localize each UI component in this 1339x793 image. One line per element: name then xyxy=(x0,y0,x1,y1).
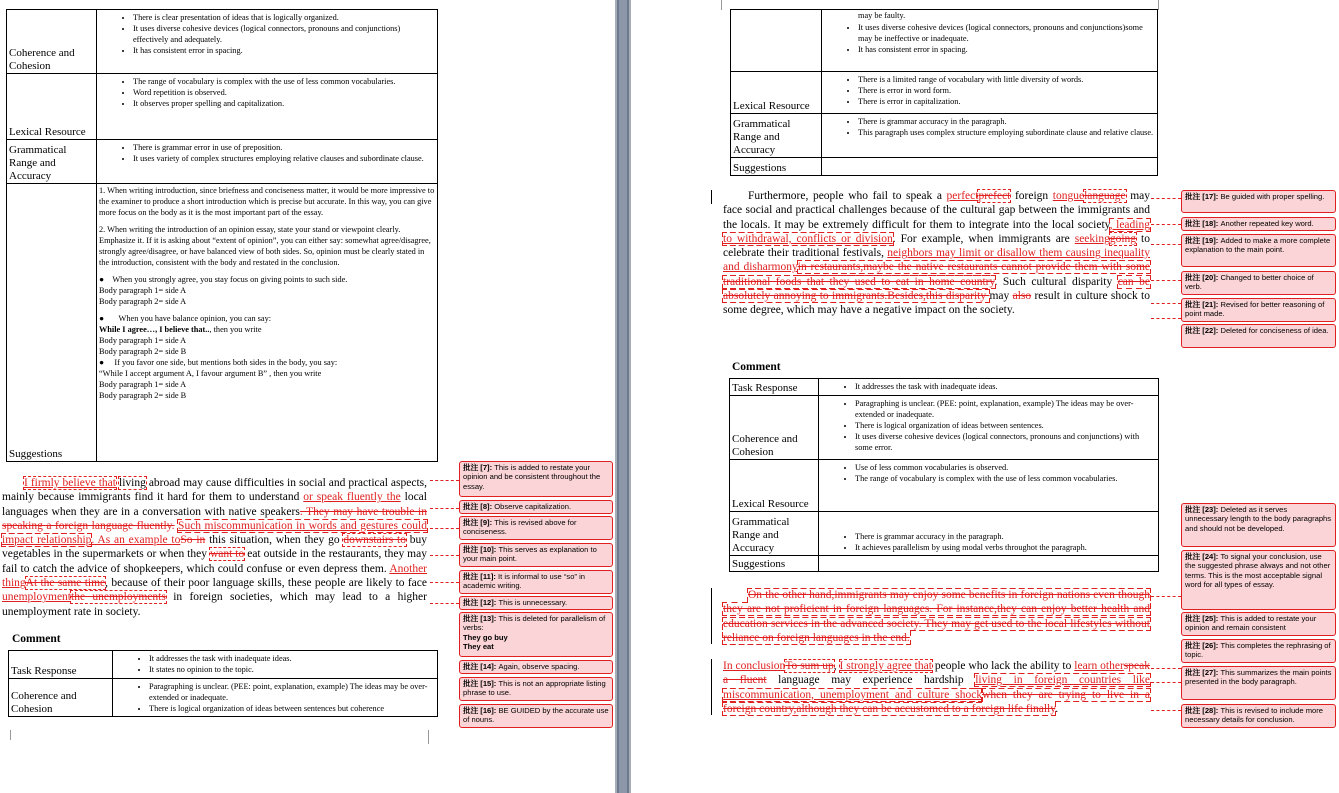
comment-text: Again, observe spacing. xyxy=(498,662,580,671)
comment-tag: 批注 [19]: xyxy=(1185,236,1219,245)
tracked-insert[interactable]: or speak fluently the xyxy=(303,491,401,504)
comment-tag: 批注 [9]: xyxy=(463,518,493,527)
rubric-item: • It achieves parallelism by using modal verbs throughot the paragraph. xyxy=(855,542,1156,553)
rubric-item: • The range of vocabulary is complex with the use of less common vocabularies. xyxy=(133,76,435,87)
rubric-item: • This paragraph uses complex structure employing subordinate clause and relative clause. xyxy=(858,127,1155,138)
comment-text: This is added to restate your opinion and remain consistent xyxy=(1185,614,1317,633)
comment-balloon[interactable] xyxy=(459,704,613,728)
essay-text: , xyxy=(833,660,840,672)
document-page-right xyxy=(631,0,1339,793)
comment-text: This serves as explanation to your main point. xyxy=(463,545,597,564)
comment-leader xyxy=(1151,710,1181,711)
comment-balloon[interactable] xyxy=(459,570,613,594)
page-margin-mark xyxy=(428,730,439,744)
comment-balloon[interactable] xyxy=(1181,639,1336,663)
comment-text: Changed to better choice of verb. xyxy=(1185,273,1314,292)
comment-leader xyxy=(1151,682,1181,683)
rubric-label: Coherence and Cohesion xyxy=(7,10,97,74)
tracked-delete[interactable]: also xyxy=(1012,290,1032,303)
rubric-item: • Use of less common vocabularies is observed. xyxy=(855,462,1156,473)
tracked-delete[interactable]: . They may have trouble in speaking a foreign language fluently. xyxy=(2,505,427,532)
comment-tag: 批注 [7]: xyxy=(463,463,493,472)
rubric-item: • Paragraphing is unclear. (PEE: point, explanation, example) The ideas may be over-extended or inadequate. xyxy=(149,681,435,703)
comment-tag: 批注 [17]: xyxy=(1185,192,1219,201)
essay-text: local languages when they are in a conversation with native speakers xyxy=(2,491,427,518)
comment-tag: 批注 [11]: xyxy=(463,572,496,581)
comment-heading: Comment xyxy=(732,361,781,373)
rubric-item: • It has consistent error in spacing. xyxy=(858,44,1155,55)
suggestion-line: Body paragraph 2= side B xyxy=(99,391,187,400)
rubric-label: Lexical Resource xyxy=(730,460,819,512)
comment-leader xyxy=(430,508,459,509)
comment-tag: 批注 [24]: xyxy=(1185,552,1219,561)
comment-balloon[interactable] xyxy=(1181,298,1336,322)
comment-balloon[interactable] xyxy=(459,660,613,674)
comment-text: They go buy xyxy=(463,632,508,642)
comment-text: Be guided with proper spelling. xyxy=(1220,192,1325,201)
comment-balloon[interactable] xyxy=(459,516,613,540)
essay-paragraph-body-2 xyxy=(723,189,1150,318)
rubric-label xyxy=(731,10,822,72)
rubric-label: Grammatical Range and Accuracy xyxy=(7,140,97,184)
comment-text: Another repeated key word. xyxy=(1220,219,1314,228)
rubric-item: • There is error in word form. xyxy=(858,85,1155,96)
rubric-content xyxy=(822,10,1158,72)
comment-tag: 批注 [8]: xyxy=(463,502,493,511)
comment-balloon[interactable] xyxy=(459,500,613,514)
rubric-label: Grammatical Range and Accuracy xyxy=(731,114,822,158)
essay-text: may face social and practical challenges because of the cultural gap between the immigrants and the locals. It may be extremely difficult for them to integrate into the local society xyxy=(723,190,1151,231)
page-margin-mark xyxy=(0,730,11,740)
comment-text: They eat xyxy=(463,641,494,651)
comment-leader xyxy=(1151,244,1181,245)
tracked-delete[interactable]: So in xyxy=(180,534,206,547)
comment-text: Observe capitalization. xyxy=(494,502,572,511)
essay-paragraph-body-1 xyxy=(2,476,427,619)
comment-tag: 批注 [28]: xyxy=(1185,706,1219,715)
comment-leader xyxy=(1151,318,1181,319)
rubric-item: • Paragraphing is unclear. (PEE: point, explanation, example) The ideas may be over-extended or inadequate. xyxy=(855,398,1156,420)
suggestion-paragraph: 2. When writing the introduction of an opinion essay, state your stand or viewpoint clearly. Emphasize it. If it is asking about “extent of opinion”, you can either say: somewhat agree/disagree, strongly agree/disagree, or have balanced view of both sides. So, opinion must be clearly stated in the introduction, consistent with the body and restated in the conclusion. xyxy=(99,225,431,267)
tracked-delete[interactable]: the unemployments xyxy=(71,591,166,604)
suggestion-line: , then you write xyxy=(209,325,262,334)
comment-leader xyxy=(430,582,459,583)
comment-text: This is not an appropriate listing phrase to use. xyxy=(463,679,606,698)
rubric-item: • It uses diverse cohesive devices (logical connectors, pronouns and conjunctions) with some error. xyxy=(855,431,1156,453)
tracked-delete[interactable]: going xyxy=(1109,232,1137,245)
rubric-item: • There is a limited range of vocabulary with little diversity of words. xyxy=(858,74,1155,85)
document-page-left xyxy=(0,0,615,793)
rubric-content xyxy=(97,74,438,140)
tracked-insert[interactable]: I strongly agree that xyxy=(839,660,932,672)
rubric-table-top-right xyxy=(730,9,1158,176)
rubric-item: • There is grammar error in use of preposition. xyxy=(133,142,435,153)
comment-balloon[interactable] xyxy=(459,461,613,497)
change-bar xyxy=(711,588,712,644)
tracked-delete[interactable]: At the same time xyxy=(25,577,106,590)
suggestion-line: Body paragraph 2= side A xyxy=(99,297,187,306)
comment-balloon[interactable] xyxy=(1181,704,1336,728)
comment-text: This is added to restate your opinion and be consistent throughout the essay. xyxy=(463,463,601,491)
rubric-item: • There is grammar accuracy in the paragraph. xyxy=(858,116,1155,127)
rubric-label: Lexical Resource xyxy=(731,72,822,114)
rubric-label: Suggestions xyxy=(7,184,97,462)
comment-leader xyxy=(1151,198,1181,199)
suggestion-bullet: When you strongly agree, you stay focus on giving points to such side. xyxy=(112,275,348,284)
tracked-insert[interactable]: Another thing xyxy=(2,562,427,590)
tracked-insert[interactable]: I firmly believe that xyxy=(24,477,116,489)
tracked-delete[interactable]: downstairs to xyxy=(343,534,406,547)
comment-text: Added to make a more complete explanation to the main point. xyxy=(1185,236,1331,255)
suggestion-bullet: If you favor one side, but mentions both sides in the body, you say: xyxy=(114,358,338,367)
rubric-table-bottom-right xyxy=(729,378,1159,572)
rubric-table-top-left xyxy=(6,9,438,462)
rubric-item: • There is clear presentation of ideas that is logically organized. xyxy=(133,12,435,23)
tracked-delete[interactable]: To sum up xyxy=(785,660,834,672)
tracked-insert[interactable]: perfect xyxy=(946,190,979,202)
tracked-insert[interactable]: tongue xyxy=(1052,190,1085,202)
tracked-insert[interactable]: learn other xyxy=(1074,660,1124,672)
comment-text: This is revised above for conciseness. xyxy=(463,518,577,537)
comment-tag: 批注 [14]: xyxy=(463,662,497,671)
essay-text: mainly because immigrants find it hard for them to understand xyxy=(2,491,304,504)
comment-tag: 批注 [22]: xyxy=(1185,326,1219,335)
comment-tag: 批注 [18]: xyxy=(1185,219,1219,228)
rubric-content xyxy=(819,512,1159,556)
comment-tag: 批注 [13]: xyxy=(463,614,497,623)
suggestion-line: Body paragraph 1= side A xyxy=(99,336,187,345)
rubric-label: Grammatical Range and Accuracy xyxy=(730,512,819,556)
tracked-insert[interactable]: seeking xyxy=(1074,232,1110,245)
tracked-delete[interactable]: want to xyxy=(209,548,245,561)
comment-tag: 批注 [12]: xyxy=(463,598,497,607)
rubric-content xyxy=(822,72,1158,114)
comment-text: Revised for better reasoning of point made. xyxy=(1185,300,1325,319)
rubric-item: • It states no opinion to the topic. xyxy=(149,664,435,675)
essay-text: . Such cultural disparity xyxy=(994,275,1118,288)
tracked-insert[interactable]: living in foreign countries like miscommunication, unemployment and culture shock xyxy=(723,674,1150,701)
essay-paragraph-conclusion xyxy=(723,659,1150,716)
comment-tag: 批注 [20]: xyxy=(1185,273,1219,282)
rubric-label: Suggestions xyxy=(731,158,822,176)
comment-balloon[interactable] xyxy=(459,596,613,610)
comment-text: This is deleted for parallelism of verbs: xyxy=(463,614,606,633)
essay-text: living xyxy=(119,477,146,489)
comment-balloon[interactable] xyxy=(1181,217,1336,231)
rubric-item: • There is error in capitalization. xyxy=(858,96,1155,107)
comment-leader xyxy=(1151,303,1181,304)
window-divider-inner xyxy=(619,0,627,793)
comment-balloon[interactable] xyxy=(1181,324,1336,348)
comment-leader xyxy=(1151,668,1181,669)
rubric-item: • It uses variety of complex structures employing relative clauses and subordinate clause. xyxy=(133,153,435,164)
comment-balloon[interactable] xyxy=(1181,271,1336,295)
rubric-table-bottom-left xyxy=(8,650,438,717)
comment-balloon[interactable] xyxy=(459,677,613,701)
comment-text: Deleted as it serves unnecessary length to the body paragraphs and should not be developed. xyxy=(1185,505,1332,533)
tracked-insert[interactable]: , leading to withdrawal, conflicts or division xyxy=(723,218,1150,245)
comment-leader xyxy=(1151,280,1181,281)
tracked-insert[interactable]: Such miscommunication in words and gestures could impact relationship xyxy=(2,519,428,547)
comment-balloon[interactable] xyxy=(1181,666,1336,700)
rubric-content xyxy=(113,679,438,717)
comment-text: This completes the rephrasing of topic. xyxy=(1185,641,1331,660)
essay-text: language may experience hardship xyxy=(766,674,976,687)
comment-balloon[interactable] xyxy=(1181,550,1336,610)
rubric-item: • It observes proper spelling and capitalization. xyxy=(133,98,435,109)
tracked-delete[interactable]: can be absolutely annoying to immigrants.Besides,this disparity xyxy=(723,275,1150,303)
rubric-content xyxy=(819,396,1159,460)
comment-heading: Comment xyxy=(12,633,61,645)
rubric-item: • Word repetition is observed. xyxy=(133,87,435,98)
comment-tag: 批注 [16]: xyxy=(463,706,497,715)
essay-text: . xyxy=(1055,702,1059,715)
essay-text: buy vegetables in the supermarkets or when they xyxy=(2,534,428,561)
comment-tag: 批注 [15]: xyxy=(463,679,497,688)
suggestion-line: Body paragraph 2= side B xyxy=(99,347,187,356)
comment-leader xyxy=(430,603,459,604)
comment-tag: 批注 [10]: xyxy=(463,545,497,554)
comment-balloon[interactable] xyxy=(1181,612,1336,636)
suggestion-line: “While I accept argument A, I favour argument B” , then you write xyxy=(99,369,322,378)
comment-leader xyxy=(1151,224,1181,225)
rubric-label: Lexical Resource xyxy=(7,74,97,140)
comment-balloon[interactable] xyxy=(1181,503,1336,547)
essay-text: , they may fail to catch the advice of shopkeepers xyxy=(2,548,427,575)
change-bar xyxy=(711,190,712,204)
rubric-item: • There is logical organization of ideas between sentences but coherence xyxy=(149,703,435,714)
essay-text: may xyxy=(989,290,1013,303)
comment-tag: 批注 [26]: xyxy=(1185,641,1219,650)
essay-text: this situation, when they go xyxy=(205,534,344,547)
rubric-item: • There is grammar accuracy in the paragraph. xyxy=(855,531,1156,542)
essay-text: abroad may cause difficulties in social and practical aspects, xyxy=(145,477,428,489)
essay-text: , because of their poor language skills, these people are likely to face xyxy=(105,577,427,590)
essay-text: . For example, when immigrants are xyxy=(892,232,1075,245)
essay-paragraph-deleted xyxy=(723,588,1150,645)
comment-leader xyxy=(1151,596,1181,597)
rubric-content xyxy=(822,114,1158,158)
rubric-item: • It has consistent error in spacing. xyxy=(133,45,435,56)
rubric-item: • The range of vocabulary is complex with the use of less common vocabularies. xyxy=(855,473,1156,484)
rubric-content xyxy=(97,140,438,184)
rubric-label: Task Response xyxy=(9,651,113,679)
rubric-content xyxy=(819,460,1159,512)
comment-tag: 批注 [27]: xyxy=(1185,668,1219,677)
comment-balloon[interactable] xyxy=(1181,190,1336,213)
comment-leader xyxy=(430,528,459,529)
tracked-insert[interactable]: neighbors may limit or disallow them causing inequality and disharmony xyxy=(723,247,1150,274)
rubric-label: Suggestions xyxy=(730,556,819,572)
tracked-delete[interactable]: language xyxy=(1084,190,1126,202)
comment-text: This summarizes the main points presented in the body paragraph. xyxy=(1185,668,1332,687)
change-bar xyxy=(711,659,712,715)
essay-text: people who lack the ability to xyxy=(931,660,1075,672)
rubric-item: may be faulty. xyxy=(858,11,906,20)
comment-tag: 批注 [25]: xyxy=(1185,614,1219,623)
essay-text: result in culture shock to some degree, which may have a negative impact on the society. xyxy=(723,290,1150,317)
rubric-label: Task Response xyxy=(730,379,819,396)
comment-tag: 批注 [23]: xyxy=(1185,505,1219,514)
rubric-item: • It uses diverse cohesive devices (logical connectors, pronouns and conjunctions) effectively and adequately. xyxy=(133,23,435,45)
tracked-insert[interactable]: unemployment xyxy=(2,591,71,604)
page-margin-mark xyxy=(1158,0,1169,10)
essay-text: eat outside in the restaurants xyxy=(244,548,379,561)
page-margin-mark xyxy=(711,0,722,10)
comment-text: This is unnecessary. xyxy=(498,598,568,607)
comment-leader xyxy=(430,555,459,556)
rubric-content xyxy=(819,379,1159,396)
tracked-delete[interactable]: in restaurants,maybe the native restaurants cannot provide them with some traditional foods that they used to eat in home country xyxy=(723,261,1151,288)
suggestion-bullet: When you have balance opinion, you can say: xyxy=(118,314,272,323)
comment-balloon[interactable] xyxy=(459,543,613,567)
rubric-label: Coherence and Cohesion xyxy=(9,679,113,717)
rubric-content xyxy=(97,10,438,74)
rubric-content xyxy=(819,556,1159,572)
essay-text: , which could confuse or even depress them. xyxy=(180,562,390,575)
rubric-item: • It addresses the task with inadequate ideas. xyxy=(149,653,435,664)
tracked-insert[interactable]: . As an example to xyxy=(91,534,181,547)
tracked-delete[interactable]: when they are trying to live in a foreign country,although they can be accustomed to a foreign life finally xyxy=(723,688,1150,715)
essay-text: in foreign societies, which may lead to a higher unemployment rate in society. xyxy=(2,591,427,618)
comment-text: BE GUIDED by the accurate use of nouns. xyxy=(463,706,609,725)
suggestion-paragraph: 1. When writing introduction, since briefness and conciseness matter, it would be more impressive to the examiner to produce a short introduction which is precise but accurate. In this way, you can give more focus on the body as it is the most important part of the essay. xyxy=(99,186,435,217)
suggestion-bold: While I agree…, I believe that.. xyxy=(99,325,210,334)
comment-text: This is revised to include more necessary details for conclusion. xyxy=(1185,706,1324,725)
rubric-item: • There is logical organization of ideas between sentences. xyxy=(855,420,1156,431)
comment-text: To signal your conclusion, use the suggested phrase always and not other terms. This is the most acceptable signal word for all types of essay. xyxy=(1185,552,1331,589)
rubric-label: Coherence and Cohesion xyxy=(730,396,819,460)
tracked-delete[interactable]: prefect xyxy=(978,190,1011,202)
tracked-insert[interactable]: In conclusion xyxy=(723,660,786,672)
suggestion-line: Body paragraph 1= side A xyxy=(99,286,187,295)
comment-tag: 批注 [21]: xyxy=(1185,300,1219,309)
suggestions-content: 1. When writing introduction, since briefness and conciseness matter, it would be more impressive to the examiner to produce a short introduction which is precise but accurate. In this way, you can give more focus on the body as it is the most important part of the essay. 2. When writing the introduction of an opinion essay, state your stand or viewpoint clearly. Emphasize it. If it is asking about “extent of opinion”, you can either say: somewhat agree/disagree, strongly agree/disagree, or have balanced view of both sides. So, opinion must be clearly stated in the introduction, consistent with the body and restated in the conclusion. ● When you strongly agree, you stay focus on giving points to such side. Body paragraph 1= side A Body paragraph 2= side A ● When you have balance opinion, you can say: While I agree…, I believe that.., then you write Body paragraph 1= side A Body paragraph 2= side B ● If you favor one side, but mentions both sides in the body, you say: “While I accept argument A, I favour argument B” , then you write Body paragraph 1= side A Body paragraph 2= side B xyxy=(97,184,438,462)
rubric-content xyxy=(113,651,438,679)
rubric-item: • It uses diverse cohesive devices (logical connectors, pronouns and conjunctions)some may be ineffective or inadequate. xyxy=(858,22,1155,44)
comment-text: Deleted for conciseness of idea. xyxy=(1220,326,1329,335)
comment-text: It is informal to use “so” in academic writing. xyxy=(463,572,585,591)
rubric-content xyxy=(822,158,1158,176)
essay-text: foreign xyxy=(1010,190,1053,202)
essay-text: to celebrate their traditional festivals, xyxy=(723,232,1150,260)
tracked-delete[interactable]: On the other hand,immigrants may enjoy some benefits in foreign nations even though they are not proficient in foreign languages. For instance,they can enjoy better health and education services in the advanced society. They may get used to the local lifestyles without reliance on foreign languages in the end. xyxy=(723,589,1150,644)
comment-balloon[interactable] xyxy=(1181,234,1336,267)
comment-balloon[interactable] xyxy=(459,612,613,657)
comment-leader xyxy=(430,480,459,481)
suggestion-line: Body paragraph 1= side A xyxy=(99,380,187,389)
rubric-item: • It addresses the task with inadequate ideas. xyxy=(855,381,1156,392)
tracked-delete[interactable]: speak a fluent xyxy=(723,660,1150,687)
essay-text: Furthermore, people who fail to speak a xyxy=(748,190,947,202)
